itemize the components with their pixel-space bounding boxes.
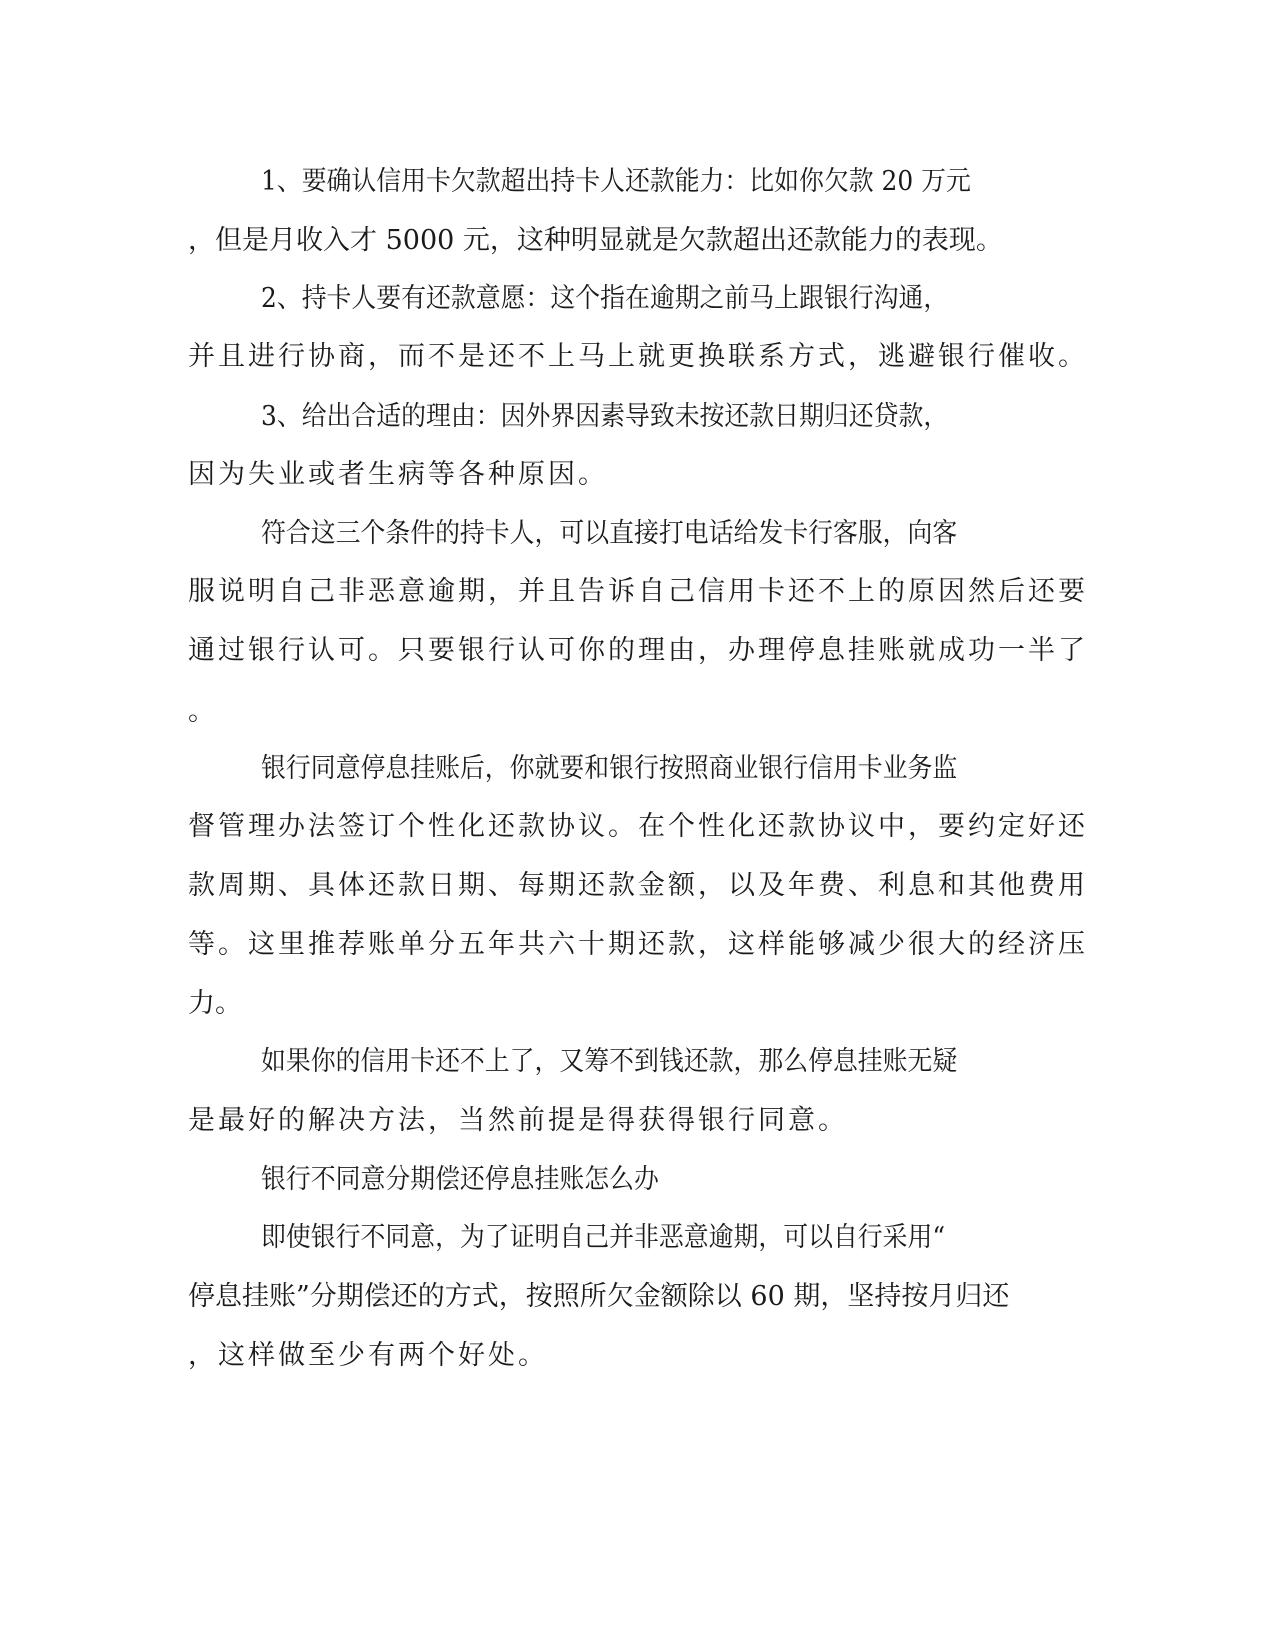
text-line: 力。 (188, 988, 242, 1019)
text-line: 银行同意停息挂账后，你就要和银行按照商业银行信用卡业务监 (261, 753, 958, 784)
text-line: 督管理办法签订个性化还款协议。在个性化还款协议中，要约定好还 (188, 811, 1088, 842)
text-line: 是最好的解决方法，当然前提是得获得银行同意。 (188, 1105, 848, 1136)
text-line: ，但是月收入才 5000 元，这种明显就是欠款超出还款能力的表现。 (188, 225, 1003, 256)
text-line: 符合这三个条件的持卡人，可以直接打电话给发卡行客服，向客 (261, 518, 958, 549)
text-line: 1、要确认信用卡欠款超出持卡人还款能力：比如你欠款 20 万元 (261, 166, 971, 197)
text-line: 如果你的信用卡还不上了，又筹不到钱还款，那么停息挂账无疑 (261, 1046, 958, 1077)
text-line: 通过银行认可。只要银行认可你的理由，办理停息挂账就成功一半了 (188, 635, 1088, 666)
text-line: 停息挂账”分期偿还的方式，按照所欠金额除以 60 期，坚持按月归还 (188, 1281, 1010, 1312)
section-heading: 银行不同意分期偿还停息挂账怎么办 (261, 1164, 659, 1195)
text-line: 等。这里推荐账单分五年共六十期还款，这样能够减少很大的经济压 (188, 929, 1088, 960)
text-line: 3、给出合适的理由：因外界因素导致未按还款日期归还贷款， (261, 401, 949, 432)
text-line: 服说明自己非恶意逾期，并且告诉自己信用卡还不上的原因然后还要 (188, 576, 1088, 607)
text-line: 因为失业或者生病等各种原因。 (188, 459, 608, 490)
text-line: 并且进行协商，而不是还不上马上就更换联系方式，逃避银行催收。 (188, 341, 1088, 372)
text-line: ，这样做至少有两个好处。 (188, 1340, 548, 1371)
text-line: 即使银行不同意，为了证明自己并非恶意逾期，可以自行采用“ (261, 1222, 946, 1253)
text-line: 2、持卡人要有还款意愿：这个指在逾期之前马上跟银行沟通， (261, 283, 949, 314)
text-line: 。 (188, 696, 215, 727)
text-line: 款周期、具体还款日期、每期还款金额，以及年费、利息和其他费用 (188, 870, 1088, 901)
